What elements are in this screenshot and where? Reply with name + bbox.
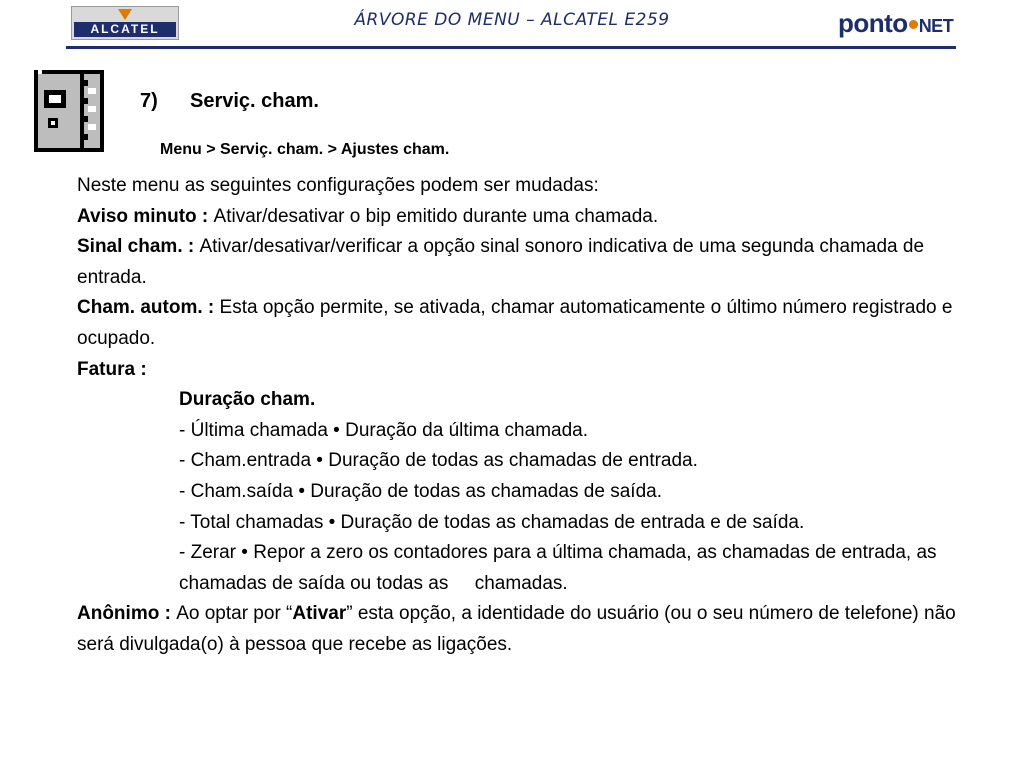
pontonet-logo-text-b: NET [918,16,954,36]
section-number: 7) [140,90,158,112]
aviso-minuto-desc: Ativar/desativar o bip emitido durante uma chamada. [213,205,659,227]
anonimo-term: Anônimo : [77,603,177,625]
fatura-item: - Cham.entrada • Duração de todas as chamadas de entrada. [179,450,698,472]
fatura-term: Fatura : [77,358,147,380]
page-title: ÁRVORE DO MENU – ALCATEL E259 [354,10,670,30]
sinal-cham-term: Sinal cham. : [77,236,200,258]
alcatel-logo-word: ALCATEL [74,22,176,37]
alcatel-logo [71,6,179,40]
aviso-minuto-term: Aviso minuto : [77,205,214,227]
aviso-minuto-paragraph [77,202,957,233]
cham-autom-term: Cham. autom. : [77,297,220,319]
fatura-item: - Cham.saída • Duração de todas as chamadas de saída. [179,480,662,502]
anonimo-desc-before: Ao optar por “ [176,603,293,625]
header-divider [66,46,956,49]
anonimo-desc-after: ” esta opção, a identidade do usuário (ou o seu número de telefone) não será divulgada(o) à pessoa que recebe as ligações. [77,603,956,655]
phone-keypad-icon [34,70,104,152]
sinal-cham-paragraph [77,232,957,293]
fatura-item: - Zerar • Repor a zero os contadores para a última chamada, as chamadas de entrada, as chamadas de saída ou todas as chamadas. [179,542,942,594]
fatura-item: - Última chamada • Duração da última chamada. [179,419,589,441]
pontonet-logo [838,8,953,38]
section-title: Serviç. cham. [190,90,319,112]
sinal-cham-desc: Ativar/desativar/verificar a opção sinal sonoro indicativa de uma segunda chamada de entrada. [77,236,925,288]
cham-autom-desc: Esta opção permite, se ativada, chamar automaticamente o último número registrado e ocupado. [77,297,953,349]
fatura-item: - Total chamadas • Duração de todas as chamadas de entrada e de saída. [179,511,805,533]
pontonet-logo-text-a: ponto [838,8,908,38]
intro-text: Neste menu as seguintes configurações podem ser mudadas: [77,175,599,196]
cham-autom-paragraph [77,293,957,354]
breadcrumb: Menu > Serviç. cham. > Ajustes cham. [160,141,450,158]
fatura-subheading: Duração cham. [179,389,316,411]
alcatel-logo-mark [118,9,132,20]
anonimo-paragraph [77,599,957,660]
pontonet-logo-dot [909,20,918,29]
anonimo-desc-bold: Ativar [292,603,347,625]
content-body [77,171,957,661]
